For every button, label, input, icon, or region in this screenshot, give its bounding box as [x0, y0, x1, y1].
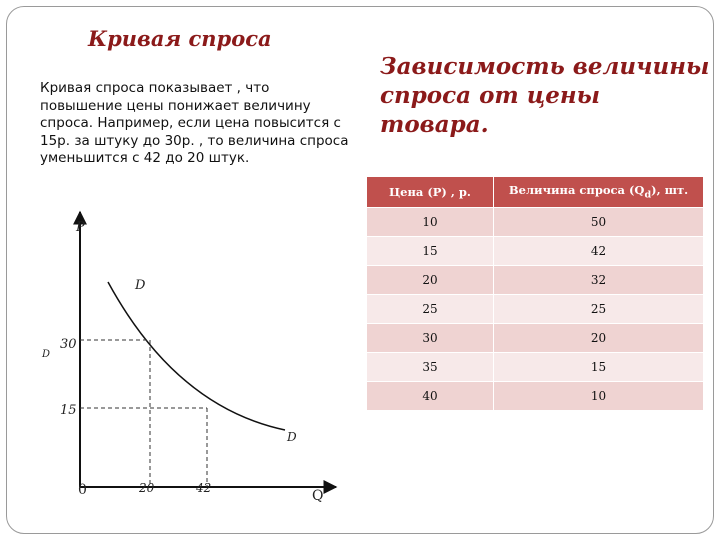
description-text: Кривая спроса показывает , что повышение цены понижает величину спроса. Например, если цена повысится с 15р. за штуку до 30р. , то величина спроса уменьшится с 42 до 20 штук.: [40, 80, 349, 166]
table-title: Зависимость величины спроса от цены товара.: [380, 53, 710, 138]
qty-low-label: 20: [139, 481, 155, 495]
header-price: Цена (P) , р.: [367, 177, 494, 208]
header-quantity-suffix: ), шт.: [651, 183, 689, 198]
price-cell: 10: [367, 208, 494, 237]
quantity-cell: 25: [494, 295, 704, 324]
header-quantity-sub: d: [644, 189, 652, 201]
demand-curve: [108, 282, 285, 430]
side-label: D: [42, 349, 51, 360]
price-high-label: 30: [60, 337, 77, 352]
price-cell: 20: [367, 266, 494, 295]
price-cell: 35: [367, 353, 494, 382]
curve-label-top: D: [135, 278, 146, 293]
quantity-cell: 15: [494, 353, 704, 382]
price-cell: 30: [367, 324, 494, 353]
x-axis-label: Q: [312, 488, 324, 504]
qty-high-label: 42: [196, 481, 212, 495]
price-low-label: 15: [60, 403, 77, 418]
y-axis-label: P: [76, 220, 85, 235]
demand-curve-title: Кривая спроса: [88, 26, 272, 51]
price-cell: 15: [367, 237, 494, 266]
quantity-cell: 20: [494, 324, 704, 353]
quantity-cell: 32: [494, 266, 704, 295]
quantity-cell: 42: [494, 237, 704, 266]
header-quantity-prefix: Величина спроса (Q: [508, 183, 645, 198]
price-cell: 40: [367, 382, 494, 411]
curve-label-bottom: D: [287, 430, 297, 444]
quantity-cell: 50: [494, 208, 704, 237]
quantity-cell: 10: [494, 382, 704, 411]
origin-label: 0: [78, 482, 87, 498]
price-cell: 25: [367, 295, 494, 324]
